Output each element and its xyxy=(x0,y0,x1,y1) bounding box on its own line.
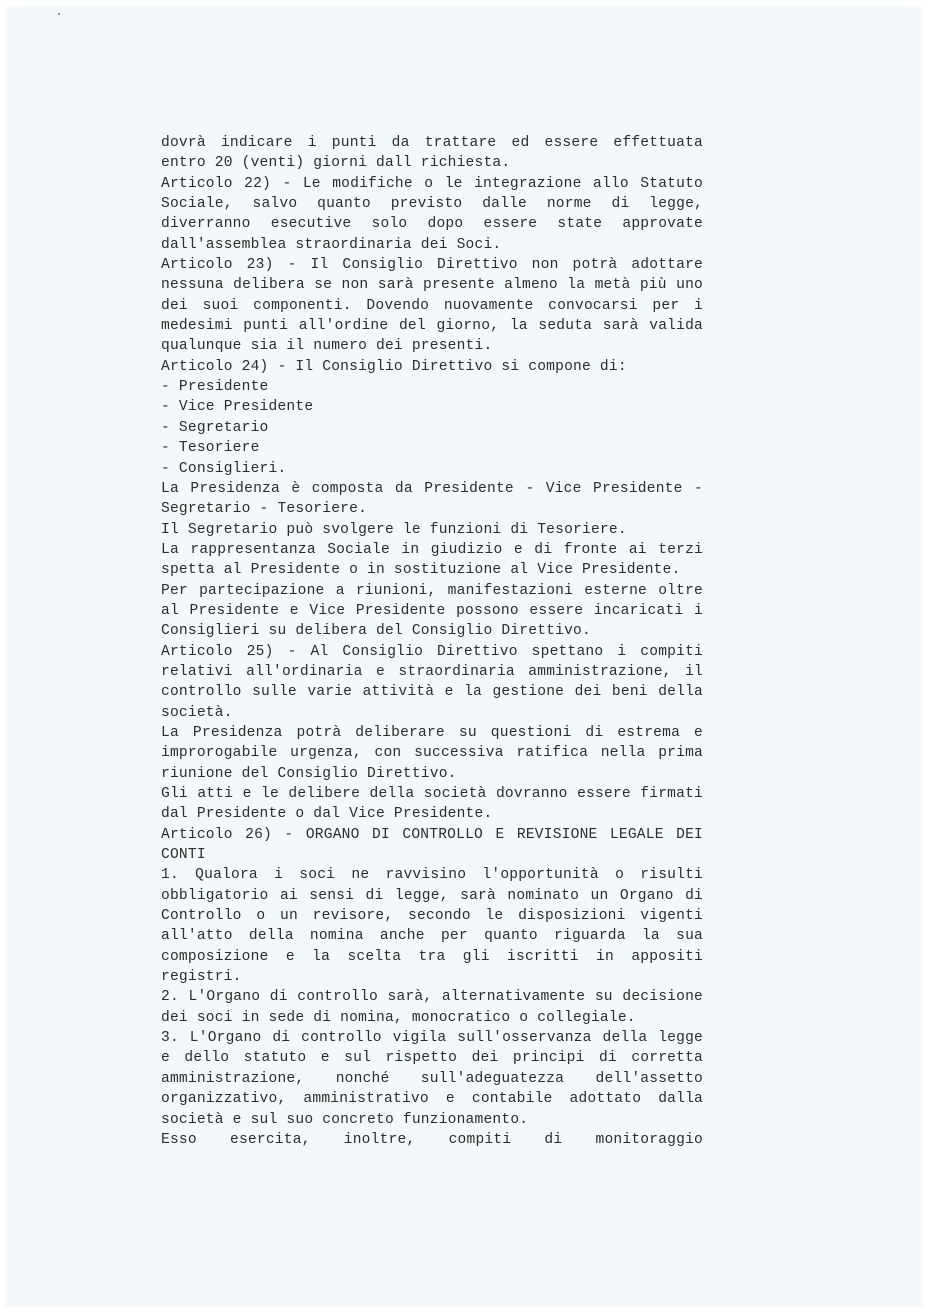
text-line: società. xyxy=(161,704,233,721)
text-line: e dello statuto e sul rispetto dei principi di corretta xyxy=(161,1050,703,1067)
text-line: - Vice Presidente xyxy=(161,399,314,416)
text-line: - Segretario xyxy=(161,419,269,436)
text-line: La Presidenza è composta da Presidente - Vice Presidente - xyxy=(161,480,703,497)
text-line: La rappresentanza Sociale in giudizio e di fronte ai terzi xyxy=(161,541,703,558)
text-line: Articolo 26) - ORGANO DI CONTROLLO E REVISIONE LEGALE DEI xyxy=(161,826,703,843)
text-line: improrogabile urgenza, con successiva ratifica nella prima xyxy=(161,745,703,762)
text-line: 2. L'Organo di controllo sarà, alternativamente su decisione xyxy=(161,989,703,1006)
text-line: Consiglieri su delibera del Consiglio Direttivo. xyxy=(161,623,591,640)
text-line: Esso esercita, inoltre, compiti di monitoraggio xyxy=(161,1131,703,1148)
text-line: controllo sulle varie attività e la gestione dei beni della xyxy=(161,684,703,701)
text-line: CONTI xyxy=(161,847,206,864)
text-line: riunione del Consiglio Direttivo. xyxy=(161,765,457,782)
text-line: Articolo 25) - Al Consiglio Direttivo spettano i compiti xyxy=(161,643,703,660)
text-line: 1. Qualora i soci ne ravvisino l'opportunità o risulti xyxy=(161,867,703,884)
text-line: organizzativo, amministrativo e contabile adottato dalla xyxy=(161,1091,703,1108)
scan-speck xyxy=(58,13,60,15)
text-line: nessuna delibera se non sarà presente almeno la metà più uno xyxy=(161,277,703,294)
text-line: 3. L'Organo di controllo vigila sull'osservanza della legge xyxy=(161,1030,703,1047)
text-line: diverranno esecutive solo dopo essere state approvate xyxy=(161,216,703,233)
text-line: entro 20 (venti) giorni dall richiesta. xyxy=(161,155,511,172)
text-line: Segretario - Tesoriere. xyxy=(161,501,368,518)
text-line: dei suoi componenti. Dovendo nuovamente convocarsi per i xyxy=(161,297,703,314)
text-line: obbligatorio ai sensi di legge, sarà nominato un Organo di xyxy=(161,887,703,904)
text-line: - Consiglieri. xyxy=(161,460,287,477)
text-line: dal Presidente o dal Vice Presidente. xyxy=(161,806,493,823)
text-line: società e sul suo concreto funzionamento. xyxy=(161,1111,529,1128)
text-line: all'atto della nomina anche per quanto riguarda la sua xyxy=(161,928,703,945)
statute-text-body xyxy=(161,133,703,1150)
text-line: al Presidente e Vice Presidente possono essere incaricati i xyxy=(161,602,703,619)
text-line: Articolo 23) - Il Consiglio Direttivo non potrà adottare xyxy=(161,257,703,274)
text-line: dovrà indicare i punti da trattare ed essere effettuata xyxy=(161,135,703,151)
text-line: Controllo o un revisore, secondo le disposizioni vigenti xyxy=(161,908,703,925)
text-line: La Presidenza potrà deliberare su questioni di estrema e xyxy=(161,724,703,741)
text-line: relativi all'ordinaria e straordinaria amministrazione, il xyxy=(161,663,703,680)
text-line: - Tesoriere xyxy=(161,440,260,457)
text-line: Per partecipazione a riunioni, manifestazioni esterne oltre xyxy=(161,582,703,599)
text-line: Sociale, salvo quanto previsto dalle norme di legge, xyxy=(161,196,703,213)
text-line: qualunque sia il numero dei presenti. xyxy=(161,338,493,355)
text-line: - Presidente xyxy=(161,379,269,396)
text-line: Articolo 22) - Le modifiche o le integrazione allo Statuto xyxy=(161,175,703,192)
text-line: composizione e la scelta tra gli iscritti in appositi xyxy=(161,948,703,965)
text-line: Gli atti e le delibere della società dovranno essere firmati xyxy=(161,786,703,802)
text-line: registri. xyxy=(161,969,242,986)
text-line: amministrazione, nonché sull'adeguatezza dell'assetto xyxy=(161,1070,703,1087)
text-line: medesimi punti all'ordine del giorno, la seduta sarà valida xyxy=(161,318,703,335)
text-line: Articolo 24) - Il Consiglio Direttivo si compone di: xyxy=(161,358,627,375)
text-line: Il Segretario può svolgere le funzioni di Tesoriere. xyxy=(161,521,627,538)
text-line: dall'assemblea straordinaria dei Soci. xyxy=(161,236,502,253)
text-line: dei soci in sede di nomina, monocratico o collegiale. xyxy=(161,1009,636,1026)
text-line: spetta al Presidente o in sostituzione al Vice Presidente. xyxy=(161,562,681,579)
